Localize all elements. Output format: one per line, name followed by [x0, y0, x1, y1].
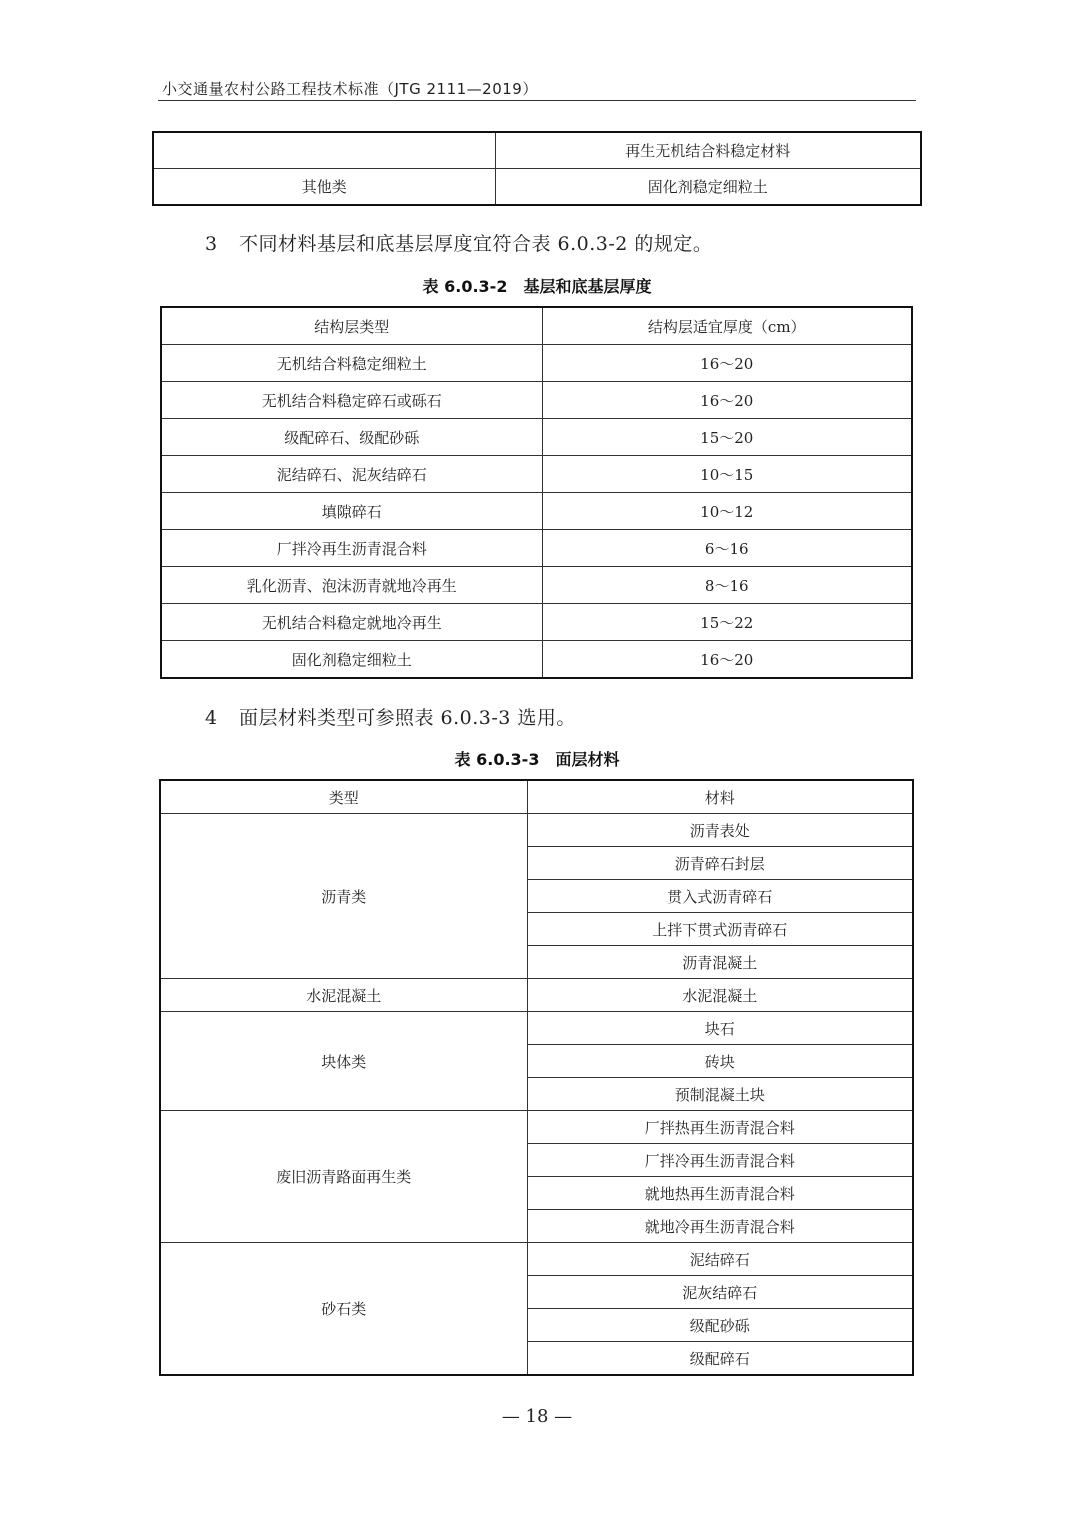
material-cell: 级配碎石 — [527, 1342, 913, 1376]
thickness-cell: 16～20 — [542, 382, 912, 419]
thickness-cell: 16～20 — [542, 641, 912, 679]
material-cell: 厂拌热再生沥青混合料 — [527, 1111, 913, 1144]
header-cell: 材料 — [527, 780, 913, 814]
thickness-cell: 15～20 — [542, 419, 912, 456]
table-row — [161, 641, 912, 679]
surface-material-table — [159, 779, 914, 1376]
layer-type-cell: 无机结合料稳定细粒土 — [161, 345, 542, 382]
continued-table — [152, 131, 922, 206]
thickness-cell: 16～20 — [542, 345, 912, 382]
layer-type-cell: 无机结合料稳定碎石或砾石 — [161, 382, 542, 419]
table-row — [153, 132, 921, 169]
table-row — [161, 419, 912, 456]
material-cell: 沥青碎石封层 — [527, 847, 913, 880]
table-row — [153, 169, 921, 206]
thickness-cell: 10～12 — [542, 493, 912, 530]
table-row — [160, 1243, 913, 1276]
layer-type-cell: 泥结碎石、泥灰结碎石 — [161, 456, 542, 493]
thickness-cell: 10～15 — [542, 456, 912, 493]
type-cell: 砂石类 — [160, 1243, 527, 1376]
material-cell: 上拌下贯式沥青碎石 — [527, 913, 913, 946]
table-row — [161, 382, 912, 419]
type-cell: 块体类 — [160, 1012, 527, 1111]
material-cell: 水泥混凝土 — [527, 979, 913, 1012]
thickness-cell: 8～16 — [542, 567, 912, 604]
material-cell: 贯入式沥青碎石 — [527, 880, 913, 913]
material-cell: 就地冷再生沥青混合料 — [527, 1210, 913, 1243]
table-row — [160, 979, 913, 1012]
type-cell: 其他类 — [153, 169, 495, 206]
type-cell: 沥青类 — [160, 814, 527, 979]
running-header: 小交通量农村公路工程技术标准（JTG 2111—2019） — [162, 80, 538, 98]
layer-type-cell: 无机结合料稳定就地冷再生 — [161, 604, 542, 641]
table-header-row — [160, 780, 913, 814]
table-header-row — [161, 307, 912, 345]
table-row — [161, 530, 912, 567]
layer-type-cell: 固化剂稳定细粒土 — [161, 641, 542, 679]
material-cell: 块石 — [527, 1012, 913, 1045]
material-cell: 预制混凝土块 — [527, 1078, 913, 1111]
type-cell: 水泥混凝土 — [160, 979, 527, 1012]
layer-type-cell: 厂拌冷再生沥青混合料 — [161, 530, 542, 567]
table-row — [160, 1111, 913, 1144]
paragraph-4 — [205, 703, 576, 730]
layer-type-cell: 级配碎石、级配砂砾 — [161, 419, 542, 456]
paragraph-3-text: 不同材料基层和底基层厚度宜符合表 6.0.3-2 的规定。 — [239, 233, 713, 255]
table-row — [161, 493, 912, 530]
type-cell: 废旧沥青路面再生类 — [160, 1111, 527, 1243]
table2-caption: 表 6.0.3-2 基层和底基层厚度 — [422, 277, 652, 296]
table-row — [161, 456, 912, 493]
header-rule — [158, 100, 916, 101]
table-row — [161, 345, 912, 382]
table3-caption: 表 6.0.3-3 面层材料 — [454, 750, 620, 769]
material-cell: 沥青混凝土 — [527, 946, 913, 979]
material-cell: 固化剂稳定细粒土 — [495, 169, 921, 206]
material-cell: 泥结碎石 — [527, 1243, 913, 1276]
material-cell: 砖块 — [527, 1045, 913, 1078]
page-number: — 18 — — [501, 1406, 573, 1427]
layer-type-cell: 乳化沥青、泡沫沥青就地冷再生 — [161, 567, 542, 604]
material-cell: 泥灰结碎石 — [527, 1276, 913, 1309]
paragraph-4-text: 面层材料类型可参照表 6.0.3-3 选用。 — [239, 707, 576, 729]
material-cell: 就地热再生沥青混合料 — [527, 1177, 913, 1210]
table-row — [160, 1012, 913, 1045]
thickness-cell: 15～22 — [542, 604, 912, 641]
header-cell: 结构层适宜厚度（cm） — [542, 307, 912, 345]
material-cell: 级配砂砾 — [527, 1309, 913, 1342]
material-cell: 厂拌冷再生沥青混合料 — [527, 1144, 913, 1177]
thickness-cell: 6～16 — [542, 530, 912, 567]
table-row — [160, 814, 913, 847]
layer-type-cell: 填隙碎石 — [161, 493, 542, 530]
material-cell: 沥青表处 — [527, 814, 913, 847]
header-cell: 结构层类型 — [161, 307, 542, 345]
type-cell — [153, 132, 495, 169]
table-row — [161, 604, 912, 641]
paragraph-3 — [205, 229, 712, 256]
paragraph-4-number: 4 — [205, 707, 218, 729]
paragraph-3-number: 3 — [205, 233, 218, 255]
thickness-table — [160, 306, 913, 679]
table-row — [161, 567, 912, 604]
header-cell: 类型 — [160, 780, 527, 814]
material-cell: 再生无机结合料稳定材料 — [495, 132, 921, 169]
